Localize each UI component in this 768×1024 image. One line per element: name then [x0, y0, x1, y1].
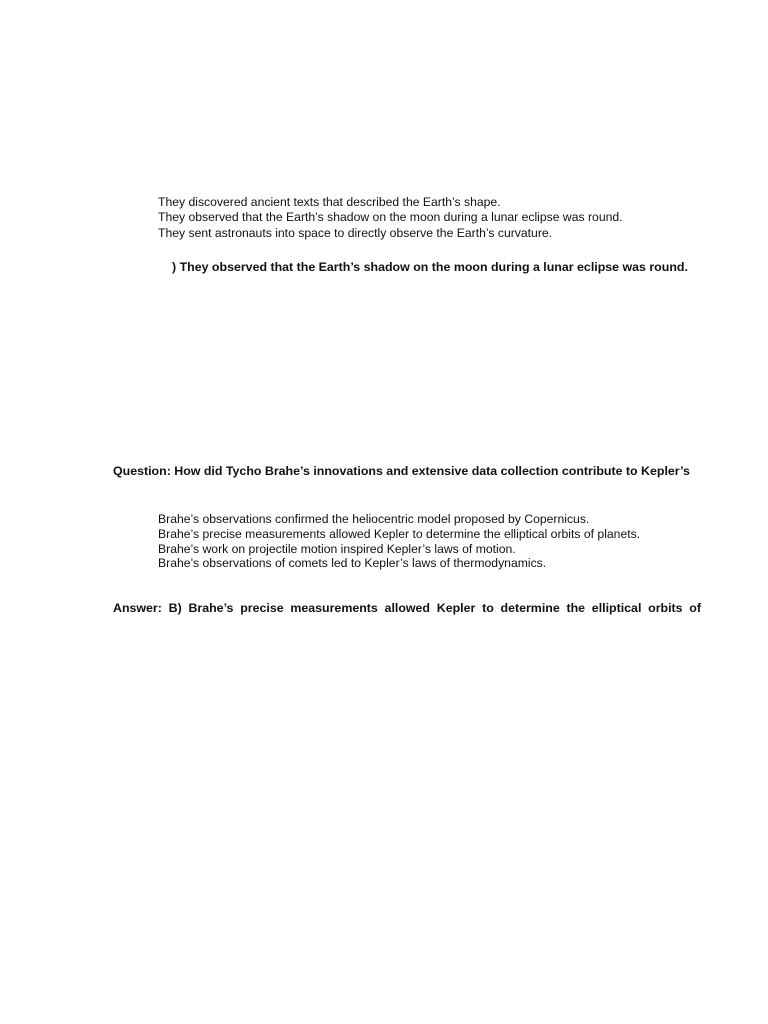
q2-option-c: Brahe’s work on projectile motion inspired Kepler’s laws of motion.	[158, 542, 516, 556]
q2-question: Question: How did Tycho Brahe’s innovations and extensive data collection contribute to Kepler’s	[113, 464, 690, 478]
q2-option-b: Brahe’s precise measurements allowed Kepler to determine the elliptical orbits of planets.	[158, 527, 641, 541]
q1-answer: ) They observed that the Earth’s shadow on the moon during a lunar eclipse was round.	[172, 260, 688, 274]
q2-option-d: Brahe’s observations of comets led to Kepler’s laws of thermodynamics.	[158, 556, 547, 570]
q2-answer: Answer: B) Brahe’s precise measurements allowed Kepler to determine the elliptical orbits of	[113, 601, 701, 615]
q2-option-a: Brahe’s observations confirmed the heliocentric model proposed by Copernicus.	[158, 512, 590, 526]
q1-option-c: They sent astronauts into space to directly observe the Earth’s curvature.	[158, 226, 553, 240]
q1-option-b: They observed that the Earth’s shadow on the moon during a lunar eclipse was round.	[158, 210, 623, 224]
q1-option-a: They discovered ancient texts that described the Earth’s shape.	[158, 195, 501, 209]
